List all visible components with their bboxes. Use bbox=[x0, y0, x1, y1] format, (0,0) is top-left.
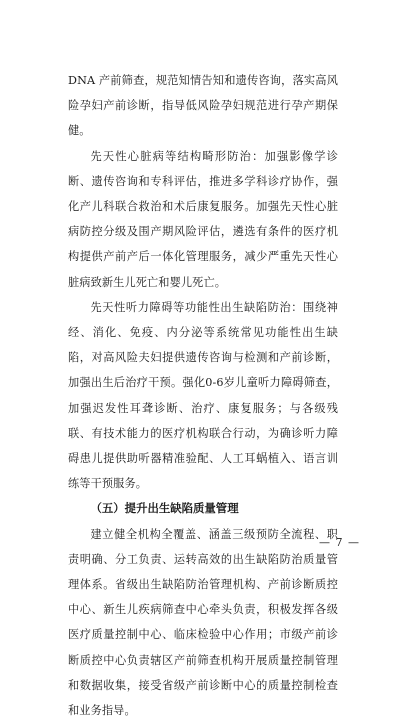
section-heading-quality-management: （五）提升出生缺陷质量管理 bbox=[90, 501, 239, 516]
paragraph-congenital-heart-disease: 先天性心脏病等结构畸形防治：加强影像学诊断、遗传咨询和专科评估，推进多学科诊疗协作，强化产儿科联合救治和术后康复服务。加强先天性心脏病防控分级及围产期风险评估，遴选有条件的医疗机构提供产前产后一体化管理服务，减少严重先天性心脏病致新生儿死亡和婴儿死亡。 bbox=[68, 149, 338, 289]
page-content bbox=[68, 68, 338, 723]
page-number: — 7 — bbox=[319, 536, 360, 549]
paragraph-quality-system: 建立健全机构全覆盖、涵盖三级预防全流程、职责明确、分工负责、运转高效的出生缺陷防治质量管理体系。省级出生缺陷防治管理机构、产前诊断质控中心、新生儿疾病筛查中心牵头负责，积极发挥各级医疗质量控制中心、临床检验中心作用；市级产前诊断质控中心负责辖区产前筛查机构开展质量控制管理和数据收集，接受省级产前诊断中心的质量控制检查和业务指导。 bbox=[68, 527, 338, 718]
paragraph-hearing-disorder: 先天性听力障碍等功能性出生缺陷防治：围绕神经、消化、免疫、内分泌等系统常见功能性出生缺陷，对高风险夫妇提供遗传咨询与检测和产前诊断，加强出生后治疗干预。强化0-6岁儿童听力障碍筛查，加强迟发性耳聋诊断、治疗、康复服务；与各级残联、有技术能力的医疗机构联合行动，为确诊听力障碍患儿提供助听器精准验配、人工耳蜗植入、语言训练等干预服务。 bbox=[68, 300, 338, 491]
paragraph-dna-screening: DNA 产前筛查，规范知情告知和遗传咨询，落实高风险孕妇产前诊断，指导低风险孕妇规范进行孕产期保健。 bbox=[68, 74, 338, 138]
